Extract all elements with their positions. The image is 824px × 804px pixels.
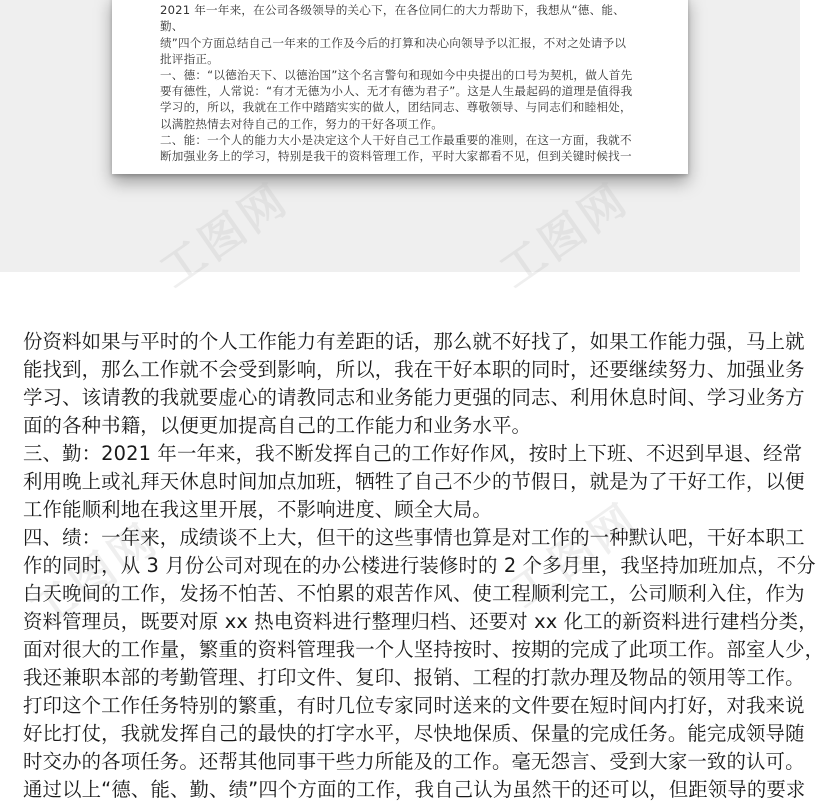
watermark: 工图网 [490, 173, 639, 298]
body-line: 学习、该请教的我就要虚心的请教同志和业务能力更强的同志、利用休息时间、学习业务方 [23, 386, 805, 409]
body-line: 三、勤：2021 年一年来，我不断发挥自己的工作好作风，按时上下班、不迟到早退、经常 [23, 442, 803, 465]
watermark: 工图网 [500, 493, 649, 618]
card-line: 批评指正。 [160, 51, 219, 66]
body-line: 白天晚间的工作，发扬不怕苦、不怕累的艰苦作风、使工程顺利完工，公司顺利入住，作为 [23, 582, 805, 605]
document-body [23, 328, 824, 804]
body-line: 好比打仗，我就发挥自己的最快的打字水平，尽快地保质、保量的完成任务。能完成领导随 [23, 722, 805, 745]
body-line: 面的各种书籍，以便更加提高自己的工作能力和业务水平。 [23, 414, 532, 437]
card-line: 要有德性，人常说：“有才无德为小人、无才有德为君子”。这是人生最起码的道理是值得我 [160, 84, 633, 99]
card-line: 以满腔热情去对待自己的工作，努力的干好各项工作。 [160, 116, 444, 131]
card-line: 断加强业务上的学习，特别是我干的资料管理工作，平时大家都看不见，但到关键时候找一 [160, 149, 632, 164]
card-line: 2021 年一年来，在公司各级领导的关心下，在各位同仁的大力帮助下，我想从“德、能、勤、 [160, 3, 625, 34]
body-line: 利用晚上或礼拜天休息时间加点加班，牺牲了自己不少的节假日，就是为了干好工作，以便 [23, 470, 805, 493]
body-line: 时交办的各项任务。还帮其他同事干些力所能及的工作。毫无怨言、受到大家一致的认可。 [23, 750, 805, 773]
body-line: 资料管理员，既要对原 xx 热电资料进行整理归档、还要对 xx 化工的新资料进行建档分类， [23, 610, 818, 633]
document-preview-card [112, 0, 688, 174]
body-line: 我还兼职本部的考勤管理、打印文件、复印、报销、工程的打款办理及物品的领用等工作。 [23, 666, 805, 689]
card-line: 绩”四个方面总结自己一年来的工作及今后的打算和决心向领导予以汇报，不对之处请予以 [160, 35, 627, 50]
body-line: 工作能顺利地在我这里开展，不影响进度、顾全大局。 [23, 498, 492, 521]
watermark: 工图网 [150, 173, 299, 298]
card-line: 学习的，所以，我就在工作中踏踏实实的做人，团结同志、尊敬领导、与同志们和睦相处， [160, 100, 632, 115]
preview-band [0, 0, 800, 298]
body-line: 打印这个工作任务特别的繁重，有时几位专家同时送来的文件要在短时间内打好，对我来说 [23, 694, 805, 717]
body-line: 能找到，那么工作就不会受到影响，所以，我在干好本职的同时，还要继续努力、加强业务 [23, 358, 805, 381]
body-line: 四、绩：一年来，成绩谈不上大，但干的这些事情也算是对工作的一种默认吧，干好本职工 [23, 526, 805, 549]
card-line: 二、能：一个人的能力大小是决定这个人干好自己工作最重要的准则，在这一方面，我就不 [160, 132, 632, 147]
card-line: 一、德：“以德治天下、以德治国”这个名言警句和现如今中央提出的口号为契机，做人首先 [160, 68, 633, 83]
body-line: 通过以上“德、能、勤、绩”四个方面的工作，我自己认为虽然干的还可以，但距领导的要求 [23, 778, 806, 801]
body-line: 份资料如果与平时的个人工作能力有差距的话，那么就不好找了，如果工作能力强，马上就 [23, 330, 805, 353]
watermark: 工图网 [20, 513, 169, 638]
body-line: 作的同时，从 3 月份公司对现在的办公楼进行装修时的 2 个多月里，我坚持加班加点，不分 [23, 554, 816, 577]
body-line: 面对很大的工作量，繁重的资料管理我一个人坚持按时、按期的完成了此项工作。部室人少， [23, 638, 824, 661]
